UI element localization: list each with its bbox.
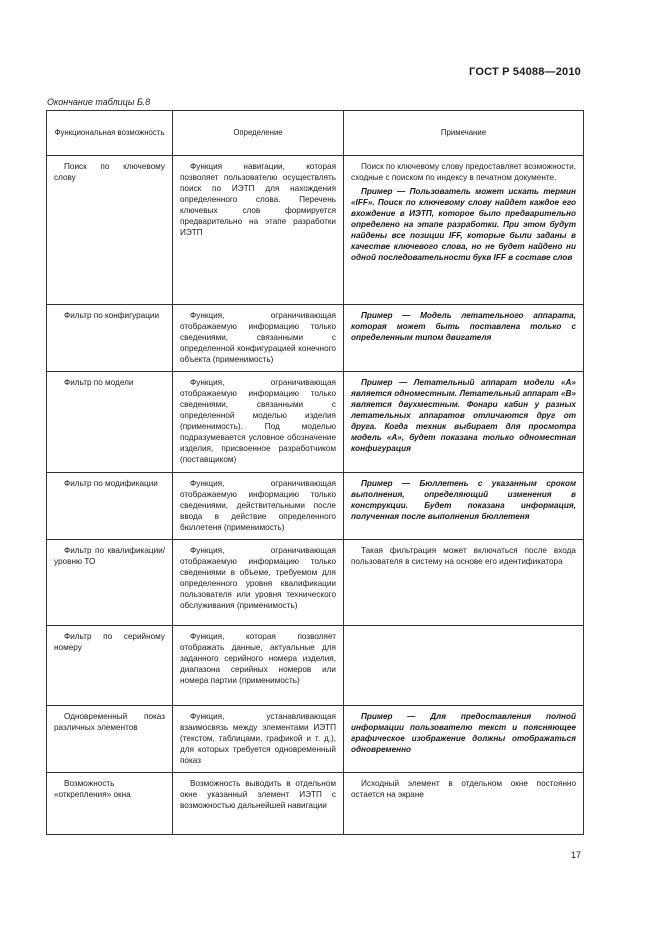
definition-cell [173,706,344,773]
column-header-function: Функциональная возможность [47,111,173,156]
note-text: Исходный элемент в отдельном окне постоянно остается на экране [351,779,576,799]
column-header-definition: Определение [173,111,344,156]
definition-cell [173,773,344,835]
function-text: Фильтр по модификации [64,479,158,488]
note-example: Пример — Летательный аппарат модели «А» является одноместным. Летательный аппарат «В» является двухместным. Фонари кабин у разных летательных аппаратов отличаются друг от друга. Когда техник выбирает для просмотра модель «А», будет показана только одноместная конфигурация [351,378,576,453]
table-header-row [47,111,584,156]
note-cell [344,305,584,372]
table-row [47,706,584,773]
function-text: Поиск по ключевому слову [54,162,165,182]
table-row [47,156,584,305]
function-text: Фильтр по серийному номеру [54,632,165,652]
table-row [47,773,584,835]
table-row [47,540,584,626]
note-text: Поиск по ключевому слову предоставляет возможности, сходные с поиском по индексу в печатном документе. [351,162,576,182]
function-cell [47,305,173,372]
function-cell [47,626,173,706]
definition-cell [173,540,344,626]
definition-cell [173,473,344,540]
function-text: Одновременный показ различных элементов [54,712,165,732]
table-row [47,626,584,706]
note-text: Такая фильтрация может включаться после входа пользователя в систему на основе его идентификатора [351,546,576,566]
definition-text: Возможность выводить в отдельном окне указанный элемент ИЭТП с возможностью дальнейшей навигации [180,779,336,810]
definition-text: Функция, ограничивающая отображаемую информацию только сведениями в объеме, требуемом для определенного уровня квалификации пользователя или уровня технического обслуживания (применимость) [180,546,336,610]
note-cell [344,540,584,626]
definition-cell [173,372,344,473]
spec-table [46,110,584,835]
function-text: Фильтр по модели [64,378,134,387]
note-example: Пример — Модель летательного аппарата, которая может быть поставлена только с определенным типом двигателя [351,311,576,342]
table-row [47,372,584,473]
function-cell [47,540,173,626]
note-example: Пример — Пользователь может искать термин «IFF». Поиск по ключевому слову найдет каждое его вхождение в ИЭТП, которое было предварительно определено на этапе разработки. При этом будут найдены все позиции IFF, которые были заданы в качестве ключевого слова, но не будет найдено ни одной последовательности букв IFF в составе слов [351,187,576,262]
note-cell [344,626,584,706]
definition-cell [173,626,344,706]
function-cell [47,706,173,773]
definition-cell [173,305,344,372]
definition-text: Функция, ограничивающая отображаемую информацию только сведениями, действительными после ввода в действие определенного бюллетеня (применимость) [180,479,336,532]
function-text: Фильтр по конфигурации [64,311,160,320]
table-row [47,473,584,540]
function-cell [47,773,173,835]
definition-text: Функция, устанавливающая взаимосвязь между элементами ИЭТП (текстом, таблицами, графикой и т. д.), для которых требуется одновременный показ [180,712,336,765]
note-cell [344,156,584,305]
note-cell [344,473,584,540]
page-number: 17 [570,850,581,860]
note-example: Пример — Для предоставления полной информации пользователю текст и поясняющее графическое изображение должны отображаться одновременно [351,712,576,754]
note-example: Пример — Бюллетень с указанным сроком выполнения, определяющий изменения в конструкции. Будет показана информация, полученная после выполнения бюллетеня [351,479,576,521]
definition-cell [173,156,344,305]
column-header-note: Примечание [344,111,584,156]
note-cell [344,773,584,835]
definition-text: Функция, ограничивающая отображаемую информацию только сведениями, связанными с определенной конфигурацией конечного объекта (применимость) [180,311,336,364]
table-caption: Окончание таблицы Б.8 [47,97,151,107]
note-cell [344,706,584,773]
function-text: Фильтр по квалификации/уровню ТО [54,546,165,566]
document-code: ГОСТ Р 54088—2010 [469,66,581,78]
function-cell [47,473,173,540]
table-row [47,305,584,372]
definition-text: Функция навигации, которая позволяет пользователю осуществлять поиск по ИЭТП для нахождения определенного слова. Перечень ключевых слов формируется предварительно на этапе разработки ИЭТП [180,162,336,237]
function-cell [47,372,173,473]
note-cell [344,372,584,473]
function-cell [47,156,173,305]
function-text: Возможность «открепления» окна [54,779,131,799]
definition-text: Функция, которая позволяет отображать данные, актуальные для заданного серийного номера изделия, диапазона серийных номеров или номера партии (применимость) [180,632,336,685]
definition-text: Функция, ограничивающая отображаемую информацию только сведениями, связанными с определенной моделью изделия (применимость). Под моделью подразумевается условное обозначение изделия, присвоенное разработчиком (поставщиком) [180,378,336,464]
